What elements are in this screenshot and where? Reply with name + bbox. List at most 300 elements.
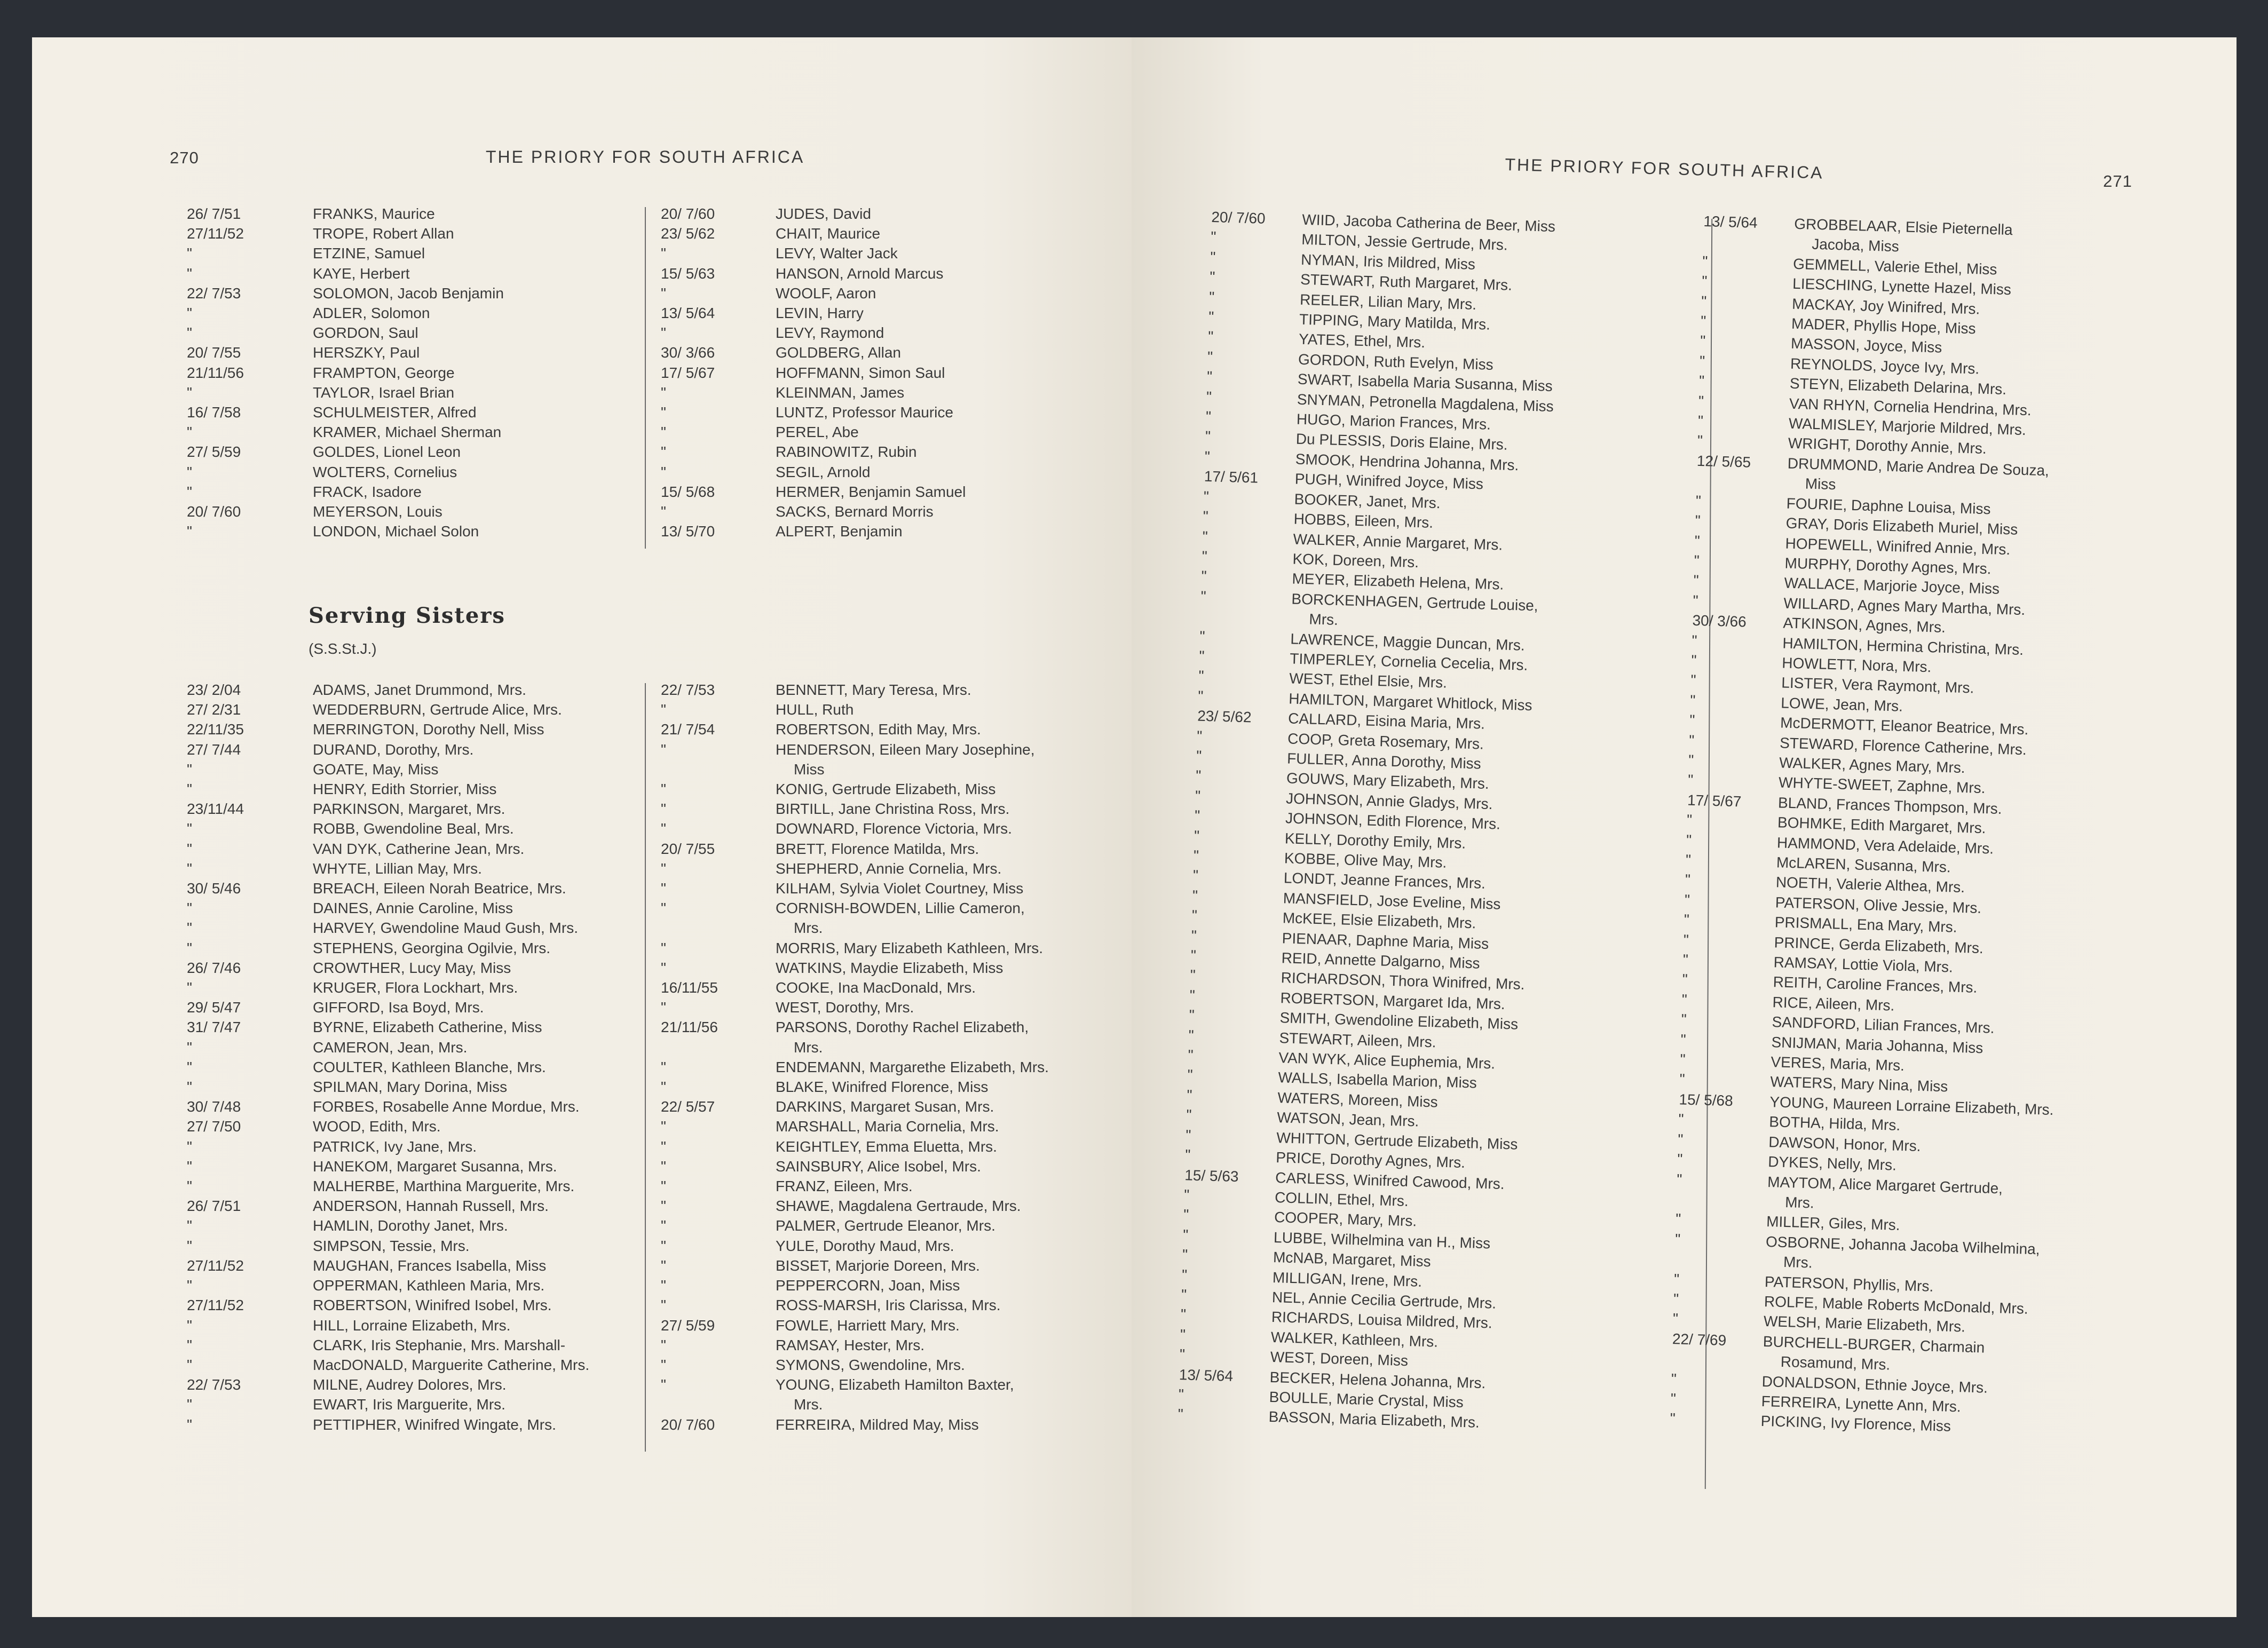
list-item bbox=[187, 1415, 667, 1435]
entry-name: WILLARD, Agnes Mary Martha, Mrs. bbox=[1783, 595, 2026, 618]
entry-date: 26/ 7/51 bbox=[187, 1198, 241, 1215]
entry-name: DYKES, Nelly, Mrs. bbox=[1767, 1153, 1897, 1174]
entry-date: " bbox=[1181, 1286, 1187, 1303]
entry-date: 16/ 7/58 bbox=[187, 404, 241, 421]
list-item bbox=[661, 1316, 1131, 1335]
entry-date: " bbox=[661, 959, 666, 976]
entry-date: " bbox=[187, 1396, 192, 1413]
entry-name: GORDON, Saul bbox=[313, 324, 418, 342]
entry-name: REELER, Lilian Mary, Mrs. bbox=[1299, 291, 1477, 313]
list-item bbox=[187, 1097, 667, 1116]
entry-date: " bbox=[661, 1158, 666, 1175]
list-item bbox=[187, 462, 667, 482]
list-item bbox=[187, 243, 667, 263]
entry-date: " bbox=[1674, 1230, 1681, 1248]
entry-name: PIENAAR, Daphne Maria, Miss bbox=[1282, 929, 1489, 952]
entry-name: Mrs. bbox=[794, 1039, 823, 1056]
entry-name: HANSON, Arnold Marcus bbox=[776, 265, 944, 282]
entry-name: Mrs. bbox=[1783, 1254, 1813, 1271]
entry-date: 29/ 5/47 bbox=[187, 999, 241, 1016]
entry-name: WOOLF, Aaron bbox=[776, 284, 876, 302]
entry-name: CORNISH-BOWDEN, Lillie Cameron, bbox=[776, 900, 1025, 917]
list-item bbox=[187, 1057, 667, 1077]
entry-date: " bbox=[187, 1079, 192, 1096]
entry-name: SOLOMON, Jacob Benjamin bbox=[313, 284, 504, 302]
list-item bbox=[187, 1256, 667, 1275]
entry-date bbox=[661, 759, 776, 779]
list-item bbox=[187, 343, 667, 362]
list-item bbox=[661, 918, 1131, 938]
entry-name: SYMONS, Gwendoline, Mrs. bbox=[776, 1356, 965, 1373]
entry-date: " bbox=[187, 781, 192, 798]
entry-date: " bbox=[1190, 947, 1197, 964]
entry-name: SANDFORD, Lilian Frances, Mrs. bbox=[1772, 1013, 1995, 1037]
entry-name: RICHARDS, Louisa Mildred, Mrs. bbox=[1271, 1309, 1493, 1332]
entry-date: " bbox=[1183, 1186, 1190, 1203]
entry-name: STEWART, Ruth Margaret, Mrs. bbox=[1300, 271, 1513, 294]
entry-name: KLEINMAN, James bbox=[776, 384, 905, 401]
entry-name: STEWART, Aileen, Mrs. bbox=[1279, 1029, 1436, 1051]
entry-date: " bbox=[1191, 907, 1198, 924]
entry-date: " bbox=[1689, 711, 1695, 729]
list-item bbox=[187, 442, 667, 462]
entry-name: ROBERTSON, Edith May, Mrs. bbox=[776, 721, 981, 738]
entry-date: " bbox=[661, 463, 666, 480]
entry-date: " bbox=[1208, 308, 1214, 326]
entry-name: SPILMAN, Mary Dorina, Miss bbox=[313, 1079, 508, 1096]
entry-date: " bbox=[1679, 1071, 1685, 1088]
entry-date: 26/ 7/46 bbox=[187, 959, 241, 976]
entry-date: " bbox=[1188, 1027, 1195, 1044]
entry-name: GRAY, Doris Elizabeth Muriel, Miss bbox=[1785, 514, 2018, 538]
entry-date: " bbox=[187, 1237, 192, 1254]
entry-date: 30/ 3/66 bbox=[1692, 612, 1747, 630]
entry-name: MERRINGTON, Dorothy Nell, Miss bbox=[313, 721, 544, 738]
list-item bbox=[187, 521, 667, 541]
entry-date: " bbox=[1684, 891, 1690, 908]
list-item bbox=[661, 462, 1131, 482]
column-divider bbox=[645, 683, 646, 1452]
entry-date: " bbox=[187, 1416, 192, 1433]
entry-date: " bbox=[1694, 552, 1700, 569]
entry-name: Mrs. bbox=[794, 920, 823, 937]
entry-date: " bbox=[661, 1178, 666, 1195]
entry-name: GIFFORD, Isa Boyd, Mrs. bbox=[313, 999, 484, 1016]
entry-name: YOUNG, Maureen Lorraine Elizabeth, Mrs. bbox=[1769, 1093, 2054, 1118]
entry-name: BASSON, Maria Elizabeth, Mrs. bbox=[1268, 1408, 1480, 1431]
entry-date: " bbox=[1190, 966, 1196, 984]
entry-name: NEL, Annie Cecilia Gertrude, Mrs. bbox=[1271, 1288, 1497, 1312]
entry-date: 13/ 5/64 bbox=[1179, 1366, 1234, 1384]
entry-date: " bbox=[187, 324, 192, 342]
entry-name: PRISMALL, Ena Mary, Mrs. bbox=[1774, 914, 1957, 936]
list-item bbox=[187, 422, 667, 442]
entry-date: 17/ 5/67 bbox=[1687, 791, 1742, 810]
entry-name: HAMMOND, Vera Adelaide, Mrs. bbox=[1776, 834, 1994, 857]
entry-name: HAMILTON, Margaret Whitlock, Miss bbox=[1288, 690, 1532, 714]
list-item bbox=[187, 1156, 667, 1176]
list-item bbox=[187, 1275, 667, 1295]
list-item bbox=[661, 482, 1131, 502]
entry-date: " bbox=[661, 1376, 666, 1393]
entry-name: BOHMKE, Edith Margaret, Mrs. bbox=[1777, 814, 1986, 837]
entry-name: HAMILTON, Hermina Christina, Mrs. bbox=[1782, 634, 2024, 658]
entry-name: RABINOWITZ, Rubin bbox=[776, 443, 917, 461]
entry-name: GORDON, Ruth Evelyn, Miss bbox=[1298, 351, 1494, 373]
entry-name: McKEE, Elsie Elizabeth, Mrs. bbox=[1282, 909, 1476, 932]
entry-date: 27/ 7/44 bbox=[187, 741, 241, 758]
entry-name: DAWSON, Honor, Mrs. bbox=[1768, 1133, 1921, 1154]
entry-name: GOATE, May, Miss bbox=[313, 760, 439, 778]
list-item bbox=[187, 1355, 667, 1375]
list-item bbox=[661, 402, 1131, 422]
entry-name: NYMAN, Iris Mildred, Miss bbox=[1300, 251, 1476, 273]
entry-date: 27/ 7/50 bbox=[187, 1118, 241, 1135]
list-item bbox=[661, 1116, 1131, 1136]
list-item bbox=[661, 680, 1131, 700]
list-item bbox=[661, 422, 1131, 442]
entry-name: TAYLOR, Israel Brian bbox=[313, 384, 455, 401]
entry-date: 22/ 7/69 bbox=[1672, 1330, 1727, 1349]
entry-name: LONDT, Jeanne Frances, Mrs. bbox=[1283, 869, 1486, 892]
entry-name: CAMERON, Jean, Mrs. bbox=[313, 1039, 468, 1056]
entry-name: REYNOLDS, Joyce Ivy, Mrs. bbox=[1790, 355, 1980, 377]
entry-date: " bbox=[1672, 1310, 1679, 1327]
entry-date: " bbox=[1206, 388, 1212, 405]
list-item bbox=[661, 1137, 1131, 1156]
entry-name: KEIGHTLEY, Emma Eluetta, Mrs. bbox=[776, 1138, 997, 1155]
entry-name: ATKINSON, Agnes, Mrs. bbox=[1783, 614, 1946, 636]
entry-date: " bbox=[1700, 312, 1706, 330]
entry-name: LOWE, Jean, Mrs. bbox=[1780, 694, 1903, 715]
entry-date: 30/ 7/48 bbox=[187, 1098, 241, 1115]
entry-name: SHAWE, Magdalena Gertraude, Mrs. bbox=[776, 1198, 1021, 1215]
entry-date: 15/ 5/63 bbox=[661, 265, 715, 282]
list-item bbox=[661, 1275, 1131, 1295]
entry-name: FRAMPTON, George bbox=[313, 364, 455, 381]
list-item bbox=[661, 323, 1131, 343]
list-item bbox=[187, 898, 667, 918]
entry-name: WHYTE-SWEET, Zaphne, Mrs. bbox=[1778, 774, 1986, 797]
entry-name: SAINSBURY, Alice Isobel, Mrs. bbox=[776, 1158, 981, 1175]
entry-name: GOLDBERG, Allan bbox=[776, 344, 901, 361]
entry-name: MASSON, Joyce, Miss bbox=[1790, 335, 1942, 356]
entry-date: " bbox=[1194, 807, 1200, 825]
list-item bbox=[661, 1077, 1131, 1097]
entry-date: " bbox=[187, 245, 192, 262]
entry-date: " bbox=[1192, 887, 1198, 904]
entry-name: PICKING, Ivy Florence, Miss bbox=[1760, 1413, 1951, 1435]
entry-name: YOUNG, Elizabeth Hamilton Baxter, bbox=[776, 1376, 1014, 1393]
entry-name: PALMER, Gertrude Eleanor, Mrs. bbox=[776, 1217, 995, 1234]
entry-date: " bbox=[1692, 632, 1697, 649]
list-item bbox=[661, 1196, 1131, 1216]
entry-date: " bbox=[1199, 647, 1205, 664]
entry-name: JOHNSON, Edith Florence, Mrs. bbox=[1285, 810, 1501, 833]
entry-name: JOHNSON, Annie Gladys, Mrs. bbox=[1285, 790, 1493, 812]
entry-date bbox=[1696, 471, 1787, 493]
entry-name: STEYN, Elizabeth Delarina, Mrs. bbox=[1789, 375, 2007, 398]
entry-date: " bbox=[187, 1277, 192, 1294]
entry-date: " bbox=[1207, 348, 1213, 366]
entry-date: " bbox=[1680, 1051, 1686, 1068]
entry-name: WALLACE, Marjorie Joyce, Miss bbox=[1784, 574, 2000, 598]
entry-date: 17/ 5/61 bbox=[1204, 468, 1259, 486]
list-item bbox=[187, 482, 667, 502]
entry-date: 20/ 7/55 bbox=[187, 344, 241, 361]
list-item bbox=[661, 1415, 1131, 1435]
entry-name: WELSH, Marie Elizabeth, Mrs. bbox=[1763, 1313, 1966, 1335]
entry-date: " bbox=[1182, 1226, 1189, 1243]
entry-name: MURPHY, Dorothy Agnes, Mrs. bbox=[1784, 554, 1992, 577]
entry-name: MARSHALL, Maria Cornelia, Mrs. bbox=[776, 1118, 999, 1135]
entry-name: SHEPHERD, Annie Cornelia, Mrs. bbox=[776, 860, 1002, 877]
entry-date: " bbox=[1187, 1087, 1192, 1104]
entry-date: " bbox=[1695, 492, 1702, 509]
entry-date: " bbox=[187, 1356, 192, 1373]
list-item bbox=[187, 700, 667, 719]
list-item bbox=[187, 779, 667, 799]
entry-date: " bbox=[1196, 747, 1202, 764]
entry-date: " bbox=[187, 840, 192, 857]
entry-date: " bbox=[1202, 548, 1208, 565]
list-item bbox=[187, 1395, 667, 1414]
right-list-col2 bbox=[1670, 211, 2210, 1443]
entry-name: YATES, Ethel, Mrs. bbox=[1298, 331, 1426, 351]
entry-name: MANSFIELD, Jose Eveline, Miss bbox=[1283, 890, 1501, 913]
entry-date: " bbox=[1694, 532, 1701, 549]
list-item bbox=[661, 224, 1131, 243]
entry-name: KRUGER, Flora Lockhart, Mrs. bbox=[313, 979, 518, 996]
entry-name: SWART, Isabella Maria Susanna, Miss bbox=[1297, 370, 1553, 395]
entry-date: " bbox=[187, 939, 192, 956]
list-item bbox=[187, 1017, 667, 1037]
entry-date: " bbox=[1693, 592, 1699, 609]
entry-date: 27/11/52 bbox=[187, 1297, 244, 1314]
entry-name: ANDERSON, Hannah Russell, Mrs. bbox=[313, 1198, 549, 1215]
entry-date bbox=[1676, 1189, 1767, 1211]
entry-date: " bbox=[187, 1336, 192, 1353]
entry-name: FOURIE, Daphne Louisa, Miss bbox=[1786, 495, 1991, 517]
entry-date: " bbox=[661, 443, 666, 461]
entry-date: " bbox=[1178, 1406, 1184, 1423]
entry-name: McDERMOTT, Eleanor Beatrice, Mrs. bbox=[1780, 714, 2029, 738]
entry-name: WALKER, Annie Margaret, Mrs. bbox=[1293, 530, 1503, 553]
entry-date: " bbox=[187, 483, 192, 500]
entry-date: " bbox=[1673, 1290, 1679, 1308]
entry-name: HENRY, Edith Storrier, Miss bbox=[313, 781, 497, 798]
entry-date: " bbox=[661, 1217, 666, 1234]
entry-date: " bbox=[661, 860, 666, 877]
entry-name: Jacoba, Miss bbox=[1811, 236, 1900, 255]
entry-name: HULL, Ruth bbox=[776, 701, 854, 718]
entry-date: " bbox=[1698, 392, 1704, 409]
entry-date: " bbox=[1697, 412, 1704, 430]
entry-name: PRICE, Dorothy Agnes, Mrs. bbox=[1275, 1149, 1466, 1171]
entry-date: " bbox=[187, 1058, 192, 1075]
entry-date: " bbox=[1691, 652, 1697, 669]
entry-name: LEVIN, Harry bbox=[776, 305, 864, 322]
entry-date: 27/ 5/59 bbox=[187, 443, 241, 461]
list-item bbox=[661, 1355, 1131, 1375]
entry-name: WEST, Ethel Elsie, Mrs. bbox=[1289, 670, 1448, 691]
list-item bbox=[187, 363, 667, 383]
list-item bbox=[187, 1116, 667, 1136]
entry-name: ROSS-MARSH, Iris Clarissa, Mrs. bbox=[776, 1297, 1001, 1314]
bottom-list-col2 bbox=[661, 680, 1131, 1435]
entry-date: 22/11/35 bbox=[187, 721, 244, 738]
list-item bbox=[187, 224, 667, 243]
entry-date: " bbox=[1195, 767, 1202, 785]
list-item bbox=[187, 1335, 667, 1355]
entry-date: " bbox=[1682, 971, 1688, 988]
entry-name: SACKS, Bernard Morris bbox=[776, 503, 934, 520]
entry-date: " bbox=[1678, 1131, 1684, 1148]
entry-date: " bbox=[661, 999, 666, 1016]
entry-name: PATERSON, Olive Jessie, Mrs. bbox=[1775, 894, 1982, 916]
entry-date: " bbox=[661, 384, 666, 401]
entry-name: STEPHENS, Georgina Ogilvie, Mrs. bbox=[313, 939, 551, 956]
entry-date: " bbox=[1181, 1266, 1188, 1283]
entry-date: " bbox=[661, 1356, 666, 1373]
entry-name: MADER, Phyllis Hope, Miss bbox=[1791, 315, 1976, 337]
entry-name: FOWLE, Harriett Mary, Mrs. bbox=[776, 1317, 960, 1334]
list-item bbox=[661, 243, 1131, 263]
entry-name: EWART, Iris Marguerite, Mrs. bbox=[313, 1396, 505, 1413]
list-item bbox=[661, 363, 1131, 383]
entry-date: " bbox=[661, 741, 666, 758]
entry-date: 13/ 5/64 bbox=[661, 305, 715, 322]
entry-name: COLLIN, Ethel, Mrs. bbox=[1274, 1189, 1409, 1209]
entry-name: KOBBE, Olive May, Mrs. bbox=[1284, 850, 1447, 871]
entry-name: HERMER, Benjamin Samuel bbox=[776, 483, 966, 500]
entry-date: 20/ 7/60 bbox=[1211, 208, 1266, 227]
entry-name: BURCHELL-BURGER, Charmain bbox=[1763, 1333, 1985, 1356]
running-title: THE PRIORY FOR SOUTH AFRICA bbox=[1505, 155, 1824, 183]
entry-name: SEGIL, Arnold bbox=[776, 463, 871, 480]
entry-name: CARLESS, Winifred Cawood, Mrs. bbox=[1275, 1169, 1505, 1192]
list-item bbox=[187, 799, 667, 819]
entry-name: Miss bbox=[1805, 475, 1836, 493]
entry-date: " bbox=[661, 880, 666, 897]
entry-date: " bbox=[1191, 927, 1197, 944]
list-item bbox=[661, 1335, 1131, 1355]
entry-date: " bbox=[1205, 408, 1212, 425]
entry-name: BRETT, Florence Matilda, Mrs. bbox=[776, 840, 979, 857]
page-271 bbox=[1132, 37, 2237, 1617]
entry-date: " bbox=[1179, 1346, 1186, 1363]
entry-date: " bbox=[1201, 568, 1207, 585]
entry-name: CHAIT, Maurice bbox=[776, 225, 881, 242]
entry-name: Rosamund, Mrs. bbox=[1780, 1353, 1891, 1373]
entry-date: " bbox=[1203, 508, 1209, 525]
entry-date: 23/ 2/04 bbox=[187, 682, 241, 698]
entry-name: STEWARD, Florence Catherine, Mrs. bbox=[1779, 734, 2027, 758]
entry-date: " bbox=[661, 701, 666, 718]
entry-date: 27/ 5/59 bbox=[661, 1317, 715, 1334]
entry-name: LONDON, Michael Solon bbox=[313, 523, 479, 540]
entry-name: HOBBS, Eileen, Mrs. bbox=[1293, 510, 1434, 531]
entry-date: 20/ 7/60 bbox=[187, 503, 241, 520]
entry-name: DONALDSON, Ethnie Joyce, Mrs. bbox=[1761, 1373, 1988, 1396]
entry-name: GEMMELL, Valerie Ethel, Miss bbox=[1792, 255, 1997, 278]
entry-name: VAN DYK, Catherine Jean, Mrs. bbox=[313, 840, 525, 857]
entry-name: LISTER, Vera Raymont, Mrs. bbox=[1781, 674, 1974, 696]
entry-date: 21/11/56 bbox=[661, 1019, 718, 1036]
entry-name: WATERS, Moreen, Miss bbox=[1277, 1089, 1439, 1111]
entry-name: SIMPSON, Tessie, Mrs. bbox=[313, 1237, 470, 1254]
entry-date: 13/ 5/70 bbox=[661, 523, 715, 540]
entry-name: Mrs. bbox=[794, 1396, 823, 1413]
entry-name: HANEKOM, Margaret Susanna, Mrs. bbox=[313, 1158, 557, 1175]
entry-date: " bbox=[1688, 751, 1694, 768]
entry-date: 20/ 7/60 bbox=[661, 205, 715, 222]
entry-name: PUGH, Winifred Joyce, Miss bbox=[1294, 470, 1484, 493]
entry-name: BOULLE, Marie Crystal, Miss bbox=[1269, 1388, 1464, 1411]
entry-date: " bbox=[187, 384, 192, 401]
entry-name: PETTIPHER, Winifred Wingate, Mrs. bbox=[313, 1416, 556, 1433]
entry-date: " bbox=[1202, 528, 1208, 545]
list-item bbox=[187, 1375, 667, 1395]
entry-name: GROBBELAAR, Elsie Pieternella bbox=[1793, 215, 2013, 239]
entry-date: " bbox=[1671, 1370, 1677, 1387]
entry-name: WEST, Doreen, Miss bbox=[1270, 1349, 1409, 1369]
list-item bbox=[187, 383, 667, 402]
entry-date bbox=[1200, 606, 1291, 629]
entry-date: " bbox=[187, 305, 192, 322]
entry-date: " bbox=[1208, 288, 1215, 305]
entry-name: SMOOK, Hendrina Johanna, Mrs. bbox=[1295, 450, 1519, 474]
entry-name: FERREIRA, Lynette Ann, Mrs. bbox=[1761, 1392, 1962, 1415]
list-item bbox=[187, 1295, 667, 1315]
entry-date: " bbox=[1686, 811, 1693, 829]
list-item bbox=[661, 898, 1131, 918]
entry-date: " bbox=[1193, 847, 1199, 864]
bottom-list-col1 bbox=[187, 680, 667, 1435]
entry-date bbox=[1703, 231, 1794, 253]
entry-name: WALLS, Isabella Marion, Miss bbox=[1278, 1069, 1477, 1091]
entry-name: HENDERSON, Eileen Mary Josephine, bbox=[776, 741, 1035, 758]
entry-date: " bbox=[661, 1297, 666, 1314]
entry-date: " bbox=[1207, 328, 1214, 345]
entry-name: Mrs. bbox=[1309, 611, 1339, 629]
entry-date: 15/ 5/68 bbox=[661, 483, 715, 500]
running-title: THE PRIORY FOR SOUTH AFRICA bbox=[486, 147, 805, 167]
entry-date: " bbox=[1678, 1111, 1684, 1128]
entry-date: " bbox=[1182, 1246, 1188, 1263]
entry-name: CLARK, Iris Stephanie, Mrs. Marshall- bbox=[313, 1336, 566, 1353]
list-item bbox=[661, 1236, 1131, 1256]
entry-date: " bbox=[1199, 628, 1205, 645]
entry-name: WALKER, Agnes Mary, Mrs. bbox=[1779, 754, 1966, 777]
entry-date: " bbox=[1701, 273, 1708, 290]
list-item bbox=[187, 819, 667, 838]
entry-name: HOPEWELL, Winifred Annie, Mrs. bbox=[1785, 535, 2011, 558]
list-item bbox=[661, 799, 1131, 819]
entry-date: " bbox=[1688, 732, 1695, 749]
entry-date: " bbox=[187, 463, 192, 480]
entry-date: " bbox=[1670, 1410, 1676, 1427]
entry-name: BORCKENHAGEN, Gertrude Louise, bbox=[1291, 590, 1538, 614]
entry-name: LUNTZ, Professor Maurice bbox=[776, 404, 953, 421]
entry-name: BECKER, Helena Johanna, Mrs. bbox=[1269, 1368, 1486, 1391]
list-item bbox=[187, 303, 667, 323]
entry-date: 22/ 7/53 bbox=[661, 682, 715, 698]
entry-name: MALHERBE, Marthina Marguerite, Mrs. bbox=[313, 1178, 575, 1195]
list-item bbox=[187, 502, 667, 521]
entry-date: " bbox=[1209, 268, 1215, 286]
entry-date: " bbox=[1194, 827, 1200, 844]
